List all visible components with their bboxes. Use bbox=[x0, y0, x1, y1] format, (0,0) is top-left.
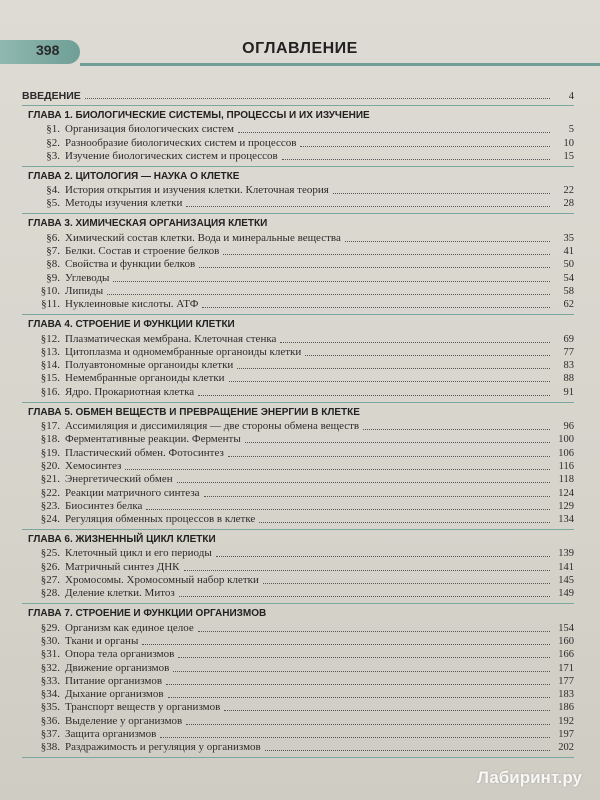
leader-dots bbox=[186, 724, 550, 725]
section-title: Защита организмов bbox=[65, 727, 157, 740]
section-number: §9. bbox=[46, 271, 60, 284]
toc-entry bbox=[22, 648, 574, 661]
section-title: Матричный синтез ДНК bbox=[65, 560, 180, 573]
toc-entry bbox=[22, 446, 574, 459]
section-number: §27. bbox=[40, 574, 60, 587]
section-page: 192 bbox=[558, 715, 574, 727]
section-number: §37. bbox=[40, 727, 60, 740]
leader-dots bbox=[125, 469, 550, 470]
toc-entry bbox=[22, 372, 574, 385]
section-number: §35. bbox=[40, 701, 60, 714]
chapter-title: ГЛАВА 7. СТРОЕНИЕ И ФУНКЦИИ ОРГАНИЗМОВ bbox=[28, 608, 267, 620]
toc-entry bbox=[22, 574, 574, 587]
section-title: Хемосинтез bbox=[65, 459, 122, 472]
toc-entry bbox=[22, 285, 574, 298]
chapter-section bbox=[22, 406, 574, 530]
section-page: 77 bbox=[563, 346, 574, 358]
toc-entry bbox=[22, 486, 574, 499]
section-page: 15 bbox=[563, 150, 574, 162]
toc-entry bbox=[22, 547, 574, 560]
chapter-title: ГЛАВА 2. ЦИТОЛОГИЯ — НАУКА О КЛЕТКЕ bbox=[28, 170, 240, 182]
leader-dots bbox=[245, 442, 550, 443]
section-page: 186 bbox=[558, 702, 574, 714]
section-number: §11. bbox=[41, 298, 60, 311]
leader-dots bbox=[202, 307, 550, 308]
toc-entry bbox=[22, 587, 574, 600]
section-number: §14. bbox=[40, 359, 60, 372]
section-title: Полуавтономные органоиды клетки bbox=[65, 359, 234, 372]
section-page: 197 bbox=[558, 728, 574, 740]
toc-entry bbox=[22, 385, 574, 398]
intro-page: 4 bbox=[568, 91, 574, 102]
leader-dots bbox=[204, 496, 550, 497]
toc-entry bbox=[22, 701, 574, 714]
section-page: 183 bbox=[558, 689, 574, 701]
leader-dots bbox=[166, 684, 550, 685]
section-number: §30. bbox=[40, 634, 60, 647]
section-page: 145 bbox=[558, 575, 574, 587]
section-title: Ферментативные реакции. Ферменты bbox=[65, 433, 241, 446]
toc-entry bbox=[22, 420, 574, 433]
toc-entry bbox=[22, 332, 574, 345]
intro-label: ВВЕДЕНИЕ bbox=[22, 90, 81, 102]
section-title: Ткани и органы bbox=[65, 634, 139, 647]
section-number: §7. bbox=[46, 245, 60, 258]
section-number: §29. bbox=[40, 621, 60, 634]
section-title: Нуклеиновые кислоты. АТФ bbox=[65, 298, 199, 311]
section-number: §33. bbox=[40, 674, 60, 687]
toc-entry bbox=[22, 346, 574, 359]
chapter-section bbox=[22, 217, 574, 315]
section-number: §28. bbox=[40, 587, 60, 600]
section-number: §25. bbox=[40, 547, 60, 560]
section-number: §10. bbox=[40, 284, 60, 297]
section-page: 166 bbox=[558, 649, 574, 661]
leader-dots bbox=[85, 98, 550, 99]
toc-entry bbox=[22, 184, 574, 197]
chapter-title: ГЛАВА 3. ХИМИЧЕСКАЯ ОРГАНИЗАЦИЯ КЛЕТКИ bbox=[28, 218, 268, 230]
section-page: 134 bbox=[558, 514, 574, 526]
toc-entry bbox=[22, 271, 574, 284]
section-title: Химический состав клетки. Вода и минеральные вещества bbox=[65, 231, 341, 244]
leader-dots bbox=[179, 596, 550, 597]
chapter-section bbox=[22, 607, 574, 758]
section-page: 69 bbox=[563, 333, 574, 345]
toc-entry bbox=[22, 231, 574, 244]
section-number: §36. bbox=[40, 714, 60, 727]
chapter-section bbox=[22, 170, 574, 215]
toc-entry bbox=[22, 675, 574, 688]
chapter-section bbox=[22, 318, 574, 402]
toc-entry bbox=[22, 197, 574, 210]
leader-dots bbox=[238, 132, 550, 133]
toc-entry bbox=[22, 513, 574, 526]
section-page: 116 bbox=[558, 460, 574, 472]
section-page: 177 bbox=[558, 675, 574, 687]
section-title: История открытия и изучения клетки. Клеточная теория bbox=[65, 184, 329, 197]
leader-dots bbox=[198, 631, 550, 632]
toc-entry bbox=[22, 621, 574, 634]
chapter-title: ГЛАВА 5. ОБМЕН ВЕЩЕСТВ И ПРЕВРАЩЕНИЕ ЭНЕРГИИ В КЛЕТКЕ bbox=[28, 406, 360, 418]
toc-entry bbox=[22, 123, 574, 136]
section-number: §17. bbox=[40, 420, 60, 433]
section-title: Биосинтез белка bbox=[65, 499, 143, 512]
section-number: §24. bbox=[40, 513, 60, 526]
toc-entry bbox=[22, 661, 574, 674]
section-title: Ядро. Прокариотная клетка bbox=[65, 385, 195, 398]
section-title: Ассимиляция и диссимиляция — две стороны обмена веществ bbox=[65, 420, 360, 433]
toc-entry bbox=[22, 136, 574, 149]
leader-dots bbox=[178, 657, 550, 658]
section-title: Реакции матричного синтеза bbox=[65, 486, 200, 499]
section-number: §26. bbox=[40, 560, 60, 573]
section-number: §6. bbox=[46, 231, 60, 244]
toc-entry bbox=[22, 741, 574, 754]
section-number: §32. bbox=[40, 661, 60, 674]
section-page: 124 bbox=[558, 487, 574, 499]
section-title: Питание организмов bbox=[65, 674, 163, 687]
toc-entry bbox=[22, 150, 574, 163]
section-page: 106 bbox=[558, 447, 574, 459]
leader-dots bbox=[229, 381, 550, 382]
leader-dots bbox=[107, 294, 550, 295]
section-number: §15. bbox=[40, 372, 60, 385]
section-title: Организм как единое целое bbox=[65, 621, 194, 634]
toc-entry bbox=[22, 560, 574, 573]
section-page: 149 bbox=[558, 588, 574, 600]
section-number: §2. bbox=[46, 136, 60, 149]
leader-dots bbox=[146, 509, 550, 510]
leader-dots bbox=[259, 522, 550, 523]
section-page: 50 bbox=[563, 259, 574, 271]
chapter-section bbox=[22, 109, 574, 167]
section-page: 35 bbox=[563, 232, 574, 244]
section-title: Деление клетки. Митоз bbox=[65, 587, 175, 600]
leader-dots bbox=[160, 737, 550, 738]
section-title: Липиды bbox=[65, 284, 104, 297]
section-page: 62 bbox=[563, 299, 574, 311]
leader-dots bbox=[168, 697, 550, 698]
table-of-contents bbox=[22, 80, 574, 758]
section-page: 96 bbox=[563, 421, 574, 433]
section-number: §22. bbox=[40, 486, 60, 499]
section-page: 139 bbox=[558, 548, 574, 560]
section-page: 54 bbox=[563, 272, 574, 284]
page-number: 398 bbox=[36, 42, 60, 58]
section-page: 141 bbox=[558, 561, 574, 573]
page-title: ОГЛАВЛЕНИЕ bbox=[242, 40, 358, 57]
chapter-section bbox=[22, 533, 574, 604]
section-number: §18. bbox=[40, 433, 60, 446]
section-number: §34. bbox=[40, 688, 60, 701]
section-number: §13. bbox=[40, 345, 60, 358]
section-title: Методы изучения клетки bbox=[65, 197, 183, 210]
section-title: Клеточный цикл и его периоды bbox=[65, 547, 212, 560]
leader-dots bbox=[333, 193, 550, 194]
section-title: Разнообразие биологических систем и процессов bbox=[65, 136, 297, 149]
leader-dots bbox=[186, 206, 550, 207]
section-title: Организация биологических систем bbox=[65, 123, 235, 136]
leader-dots bbox=[282, 159, 550, 160]
section-number: §31. bbox=[40, 648, 60, 661]
section-title: Раздражимость и регуляция у организмов bbox=[65, 741, 261, 754]
toc-entry bbox=[22, 688, 574, 701]
section-number: §1. bbox=[46, 123, 60, 136]
leader-dots bbox=[305, 355, 550, 356]
chapter-title: ГЛАВА 1. БИОЛОГИЧЕСКИЕ СИСТЕМЫ, ПРОЦЕССЫ И ИХ ИЗУЧЕНИЕ bbox=[28, 110, 370, 121]
section-number: §3. bbox=[46, 149, 60, 162]
section-title: Белки. Состав и строение белков bbox=[65, 245, 220, 258]
section-number: §16. bbox=[40, 385, 60, 398]
toc-entry bbox=[22, 359, 574, 372]
toc-entry bbox=[22, 258, 574, 271]
section-page: 22 bbox=[563, 185, 574, 197]
section-title: Плазматическая мембрана. Клеточная стенка bbox=[65, 332, 277, 345]
leader-dots bbox=[184, 570, 550, 571]
leader-dots bbox=[224, 710, 550, 711]
leader-dots bbox=[198, 395, 550, 396]
section-title: Выделение у организмов bbox=[65, 714, 183, 727]
leader-dots bbox=[199, 267, 550, 268]
toc-entry bbox=[22, 500, 574, 513]
leader-dots bbox=[265, 750, 550, 751]
section-number: §8. bbox=[46, 258, 60, 271]
section-title: Углеводы bbox=[65, 271, 110, 284]
section-title: Изучение биологических систем и процессов bbox=[65, 149, 278, 162]
section-number: §4. bbox=[46, 184, 60, 197]
section-title: Транспорт веществ у организмов bbox=[65, 701, 221, 714]
section-page: 202 bbox=[558, 742, 574, 754]
section-title: Регуляция обменных процессов в клетке bbox=[65, 513, 256, 526]
section-title: Пластический обмен. Фотосинтез bbox=[65, 446, 224, 459]
leader-dots bbox=[173, 671, 550, 672]
section-page: 100 bbox=[558, 434, 574, 446]
section-title: Опора тела организмов bbox=[65, 648, 175, 661]
toc-entry bbox=[22, 433, 574, 446]
section-page: 91 bbox=[563, 386, 574, 398]
section-page: 28 bbox=[563, 198, 574, 210]
leader-dots bbox=[216, 556, 550, 557]
section-page: 5 bbox=[568, 124, 574, 136]
toc-entry bbox=[22, 245, 574, 258]
leader-dots bbox=[228, 456, 550, 457]
section-page: 58 bbox=[563, 285, 574, 297]
section-title: Цитоплазма и одномембранные органоиды клетки bbox=[65, 345, 302, 358]
section-number: §5. bbox=[46, 197, 60, 210]
section-title: Энергетический обмен bbox=[65, 473, 173, 486]
chapter-title: ГЛАВА 6. ЖИЗНЕННЫЙ ЦИКЛ КЛЕТКИ bbox=[28, 534, 216, 546]
section-page: 160 bbox=[558, 635, 574, 647]
section-page: 83 bbox=[563, 360, 574, 372]
chapter-title: ГЛАВА 4. СТРОЕНИЕ И ФУНКЦИИ КЛЕТКИ bbox=[28, 319, 235, 331]
chapter-list bbox=[22, 109, 574, 758]
section-title: Дыхание организмов bbox=[65, 688, 164, 701]
section-number: §38. bbox=[40, 741, 60, 754]
labirint-watermark: Лабиринт.ру bbox=[476, 768, 582, 787]
toc-entry bbox=[22, 473, 574, 486]
section-page: 88 bbox=[563, 373, 574, 385]
leader-dots bbox=[345, 241, 550, 242]
section-page: 171 bbox=[558, 662, 574, 674]
leader-dots bbox=[113, 281, 550, 282]
section-number: §19. bbox=[40, 446, 60, 459]
leader-dots bbox=[263, 583, 550, 584]
section-number: §23. bbox=[40, 499, 60, 512]
leader-dots bbox=[223, 254, 550, 255]
header-rule bbox=[80, 63, 600, 66]
toc-entry bbox=[22, 714, 574, 727]
section-title: Свойства и функции белков bbox=[65, 258, 196, 271]
page-header bbox=[0, 38, 600, 72]
section-title: Хромосомы. Хромосомный набор клетки bbox=[65, 574, 259, 587]
section-number: §20. bbox=[40, 459, 60, 472]
section-page: 41 bbox=[563, 246, 574, 258]
leader-dots bbox=[280, 342, 550, 343]
section-number: §12. bbox=[40, 332, 60, 345]
toc-entry bbox=[22, 635, 574, 648]
leader-dots bbox=[363, 429, 550, 430]
section-number: §21. bbox=[40, 473, 60, 486]
leader-dots bbox=[300, 146, 550, 147]
toc-entry bbox=[22, 728, 574, 741]
section-page: 129 bbox=[558, 500, 574, 512]
section-page: 154 bbox=[558, 622, 574, 634]
leader-dots bbox=[237, 368, 550, 369]
toc-entry bbox=[22, 460, 574, 473]
leader-dots bbox=[177, 482, 550, 483]
toc-intro bbox=[22, 80, 574, 106]
section-title: Движение организмов bbox=[65, 661, 170, 674]
section-page: 118 bbox=[558, 474, 574, 486]
section-title: Немембранные органоиды клетки bbox=[65, 372, 225, 385]
toc-entry bbox=[22, 298, 574, 311]
section-page: 10 bbox=[563, 137, 574, 149]
leader-dots bbox=[142, 644, 550, 645]
